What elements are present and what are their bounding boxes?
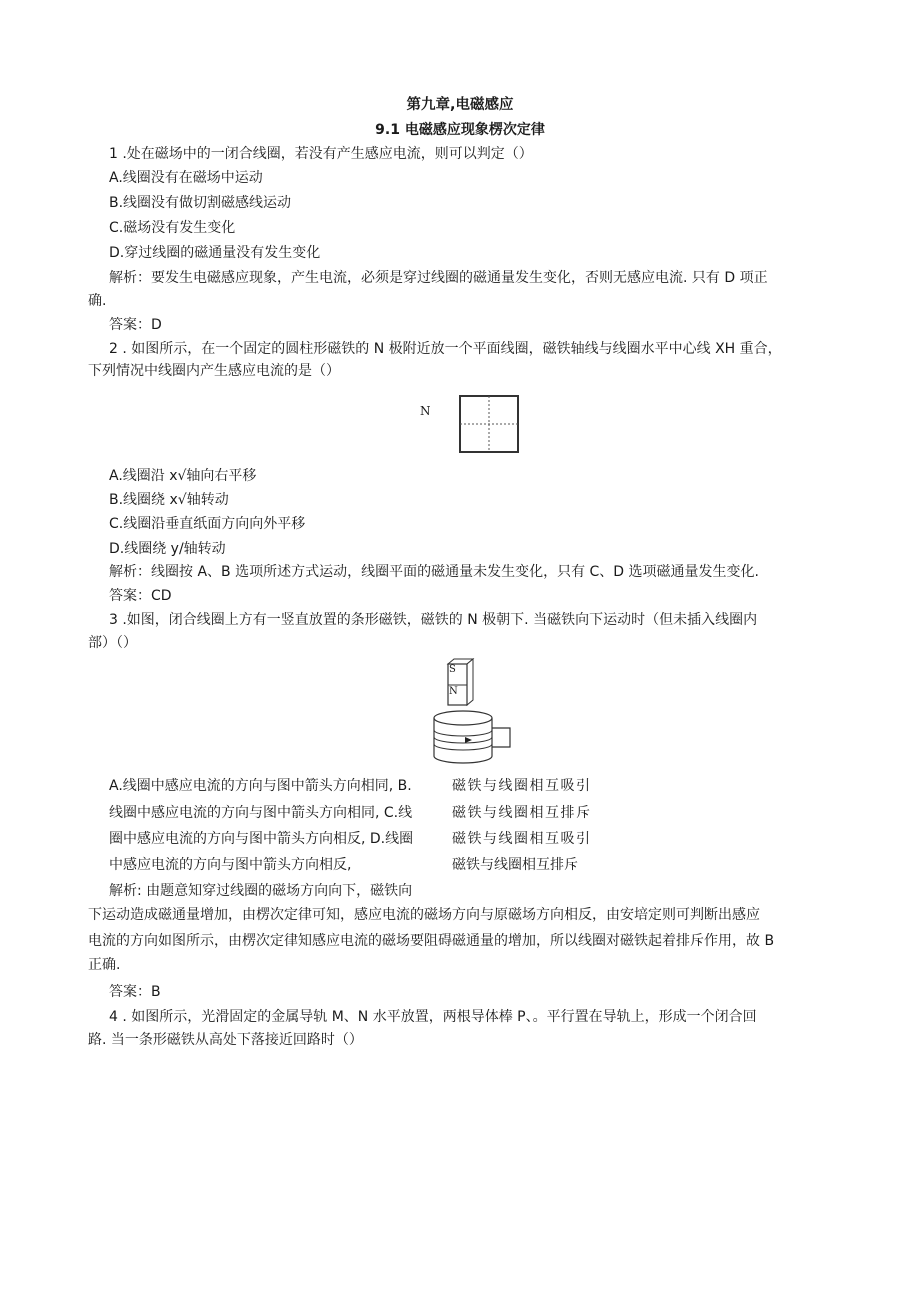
q3-option-left-4: 中感应电流的方向与图中箭头方向相反, xyxy=(109,857,352,873)
q3-answer: 答案：B xyxy=(109,984,161,1000)
q3-magnet-s-label: S xyxy=(449,664,456,675)
q1-answer: 答案：D xyxy=(109,317,162,333)
q2-option-a: A.线圈沿 x√轴向右平移 xyxy=(109,468,257,484)
q1-analysis: 解析：要发生电磁感应现象，产生电流，必须是穿过线圈的磁通量发生变化，否则无感应电流. 只有 D 项正 xyxy=(109,270,768,286)
q3-analysis: 解析: 由题意知穿过线圈的磁场方向向下，磁铁向 xyxy=(109,883,413,899)
chapter-title: 第九章,电磁感应 xyxy=(406,97,514,113)
q3-option-left-3: 圈中感应电流的方向与图中箭头方向相反, D.线圈 xyxy=(109,831,414,847)
q4-stem: 4 . 如图所示，光滑固定的金属导轨 M、N 水平放置，两根导体棒 P、。平行置在导轨上，形成一个闭合回 xyxy=(109,1009,757,1025)
q3-option-left-1: A.线圈中感应电流的方向与图中箭头方向相同, B. xyxy=(109,778,412,794)
q2-option-b: B.线圈绕 x√轴转动 xyxy=(109,492,229,508)
q3-option-right-1: 磁铁与线圈相互吸引 xyxy=(452,778,592,794)
q2-answer: 答案：CD xyxy=(109,588,172,604)
q1-option-a: A.线圈没有在磁场中运动 xyxy=(109,170,263,186)
q3-magnet-coil-figure xyxy=(428,658,518,770)
q1-option-d: D.穿过线圈的磁通量没有发生变化 xyxy=(109,245,321,261)
section-title: 9.1 电磁感应现象楞次定律 xyxy=(375,122,545,138)
q3-stem-cont: 部）（） xyxy=(88,635,137,651)
q2-stem: 2 . 如图所示，在一个固定的圆柱形磁铁的 N 极附近放一个平面线圈，磁铁轴线与线圈水平中心线 XH 重合， xyxy=(109,341,782,357)
q2-option-c: C.线圈沿垂直纸面方向向外平移 xyxy=(109,516,306,532)
q2-option-d: D.线圈绕 y/轴转动 xyxy=(109,541,226,557)
q2-stem-cont: 下列情况中线圈内产生感应电流的是（） xyxy=(88,363,340,379)
q3-option-right-4: 磁铁与线圈相互排斥 xyxy=(452,857,578,873)
q4-stem-cont: 路. 当一条形磁铁从高处下落接近回路时（） xyxy=(88,1032,363,1048)
q2-figure-n-label: N xyxy=(420,404,431,418)
q1-analysis-cont: 确. xyxy=(88,293,107,309)
q1-option-b: B.线圈没有做切割磁感线运动 xyxy=(109,195,292,211)
q3-option-right-2: 磁铁与线圈相互排斥 xyxy=(452,805,592,821)
q1-option-c: C.磁场没有发生变化 xyxy=(109,220,236,236)
q3-magnet-n-label: N xyxy=(449,686,458,697)
q3-analysis-cont-1: 下运动造成磁通量增加，由楞次定律可知，感应电流的磁场方向与原磁场方向相反，由安培定则可判断出感应 xyxy=(88,907,760,923)
q3-option-right-3: 磁铁与线圈相互吸引 xyxy=(452,831,592,847)
q1-stem: 1 .处在磁场中的一闭合线圈，若没有产生感应电流，则可以判定（） xyxy=(109,146,533,162)
q3-analysis-cont-3: 正确. xyxy=(88,957,121,973)
q2-coil-square-figure xyxy=(458,394,522,456)
q2-analysis: 解析：线圈按 A、B 选项所述方式运动，线圈平面的磁通量未发生变化，只有 C、D 选项磁通量发生变化. xyxy=(109,564,759,580)
q3-analysis-cont-2: 电流的方向如图所示，由楞次定律知感应电流的磁场要阻碍磁通量的增加，所以线圈对磁铁起着排斥作用，故 B xyxy=(88,933,775,949)
q3-stem: 3 .如图，闭合线圈上方有一竖直放置的条形磁铁，磁铁的 N 极朝下. 当磁铁向下运动时（但未插入线圈内 xyxy=(109,612,758,628)
q3-option-left-2: 线圈中感应电流的方向与图中箭头方向相同, C.线 xyxy=(109,805,413,821)
